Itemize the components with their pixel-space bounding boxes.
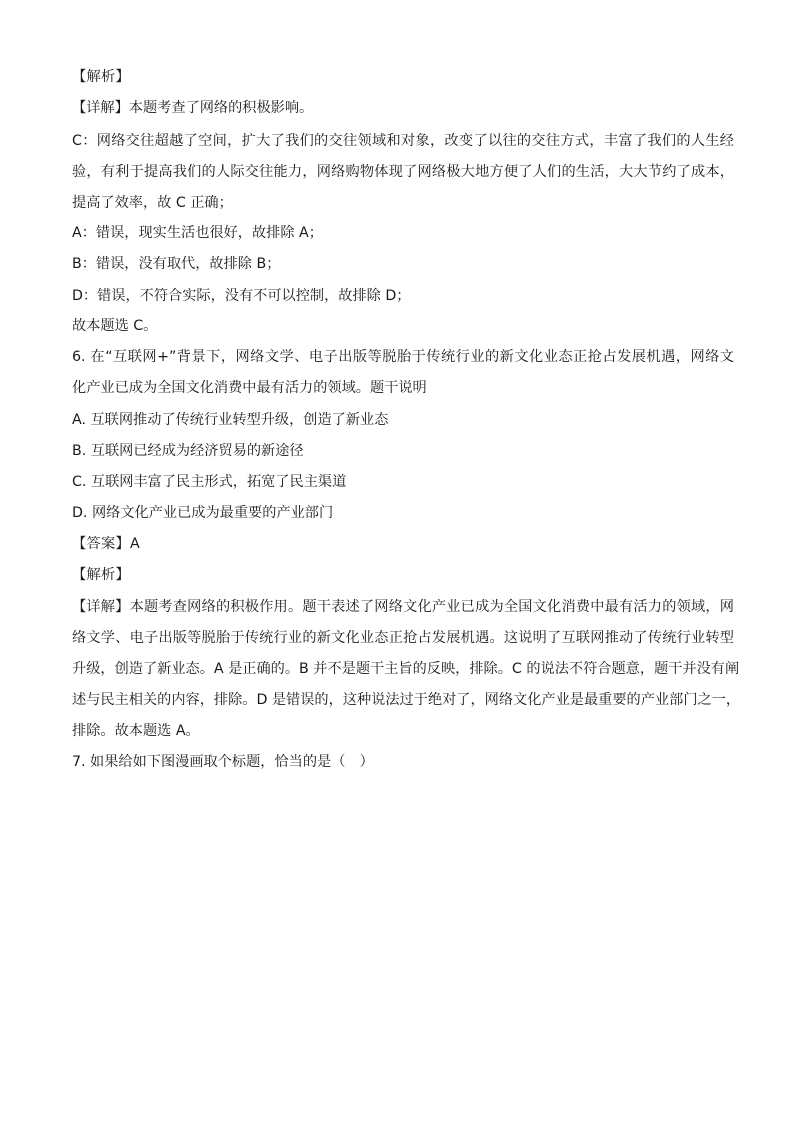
analysis-heading-6: 【解析】 <box>72 567 130 583</box>
analysis-heading: 【解析】 <box>72 69 130 85</box>
detail-intro-text: 本题考查了网络的积极影响。 <box>128 100 314 116</box>
detail-paragraph-6-line-3: 升级，创造了新业态。A 是正确的。B 并不是题干主旨的反映，排除。C 的说法不符合题意，题干并没有阐 <box>72 661 740 677</box>
detail-paragraph-6-line-4: 述与民主相关的内容，排除。D 是错误的，这种说法过于绝对了，网络文化产业是最重要的产业部门之一， <box>72 692 741 708</box>
answer-value: A <box>129 536 140 552</box>
detail-paragraph-6-line-2: 络文学、电子出版等脱胎于传统行业的新文化业态正抢占发展机遇。这说明了互联网推动了传统行业转型 <box>72 630 734 646</box>
answer-heading: 【答案】 <box>72 536 130 552</box>
conclusion-text: 故本题选 C。 <box>72 318 158 334</box>
detail-text-6-line-1: 本题考查网络的积极作用。题干表述了网络文化产业已成为全国文化消费中最有活力的领域，网 <box>129 599 734 615</box>
option-a-explanation: A：错误，现实生活也很好，故排除 A； <box>72 225 323 241</box>
question-7-stem: 7. 如果给如下图漫画取个标题，恰当的是（ ） <box>72 754 374 770</box>
option-c-explanation-line-3: 提高了效率，故 C 正确； <box>72 195 233 211</box>
detail-paragraph-6-line-5: 排除。故本题选 A。 <box>72 723 200 739</box>
detail-heading: 【详解】 <box>72 100 129 116</box>
question-6-stem-line-2: 化产业已成为全国文化消费中最有活力的领域。题干说明 <box>72 380 427 396</box>
option-c-explanation-line-1: C：网络交往超越了空间，扩大了我们的交往领域和对象，改变了以往的交往方式，丰富了我们的人生经 <box>72 133 734 149</box>
detail-paragraph-6-line-1 <box>72 597 734 617</box>
question-6-option-a: A. 互联网推动了传统行业转型升级，创造了新业态 <box>72 412 389 428</box>
question-6-option-d: D. 网络文化产业已成为最重要的产业部门 <box>72 505 334 521</box>
answer-line <box>72 534 734 554</box>
detail-paragraph <box>72 98 734 118</box>
option-d-explanation: D：错误，不符合实际，没有不可以控制，故排除 D； <box>72 288 411 304</box>
option-b-explanation: B：错误，没有取代，故排除 B； <box>72 256 281 272</box>
question-6-option-c: C. 互联网丰富了民主形式，拓宽了民主渠道 <box>72 474 347 490</box>
question-6-stem-line-1: 6. 在“互联网+”背景下，网络文学、电子出版等脱胎于传统行业的新文化业态正抢占发展机遇，网络文 <box>72 349 734 365</box>
detail-heading-6: 【详解】 <box>72 599 130 615</box>
option-c-explanation-line-2: 验，有利于提高我们的人际交往能力，网络购物体现了网络极大地方便了人们的生活，大大节约了成本， <box>72 164 734 180</box>
question-6-option-b: B. 互联网已经成为经济贸易的新途径 <box>72 443 304 459</box>
